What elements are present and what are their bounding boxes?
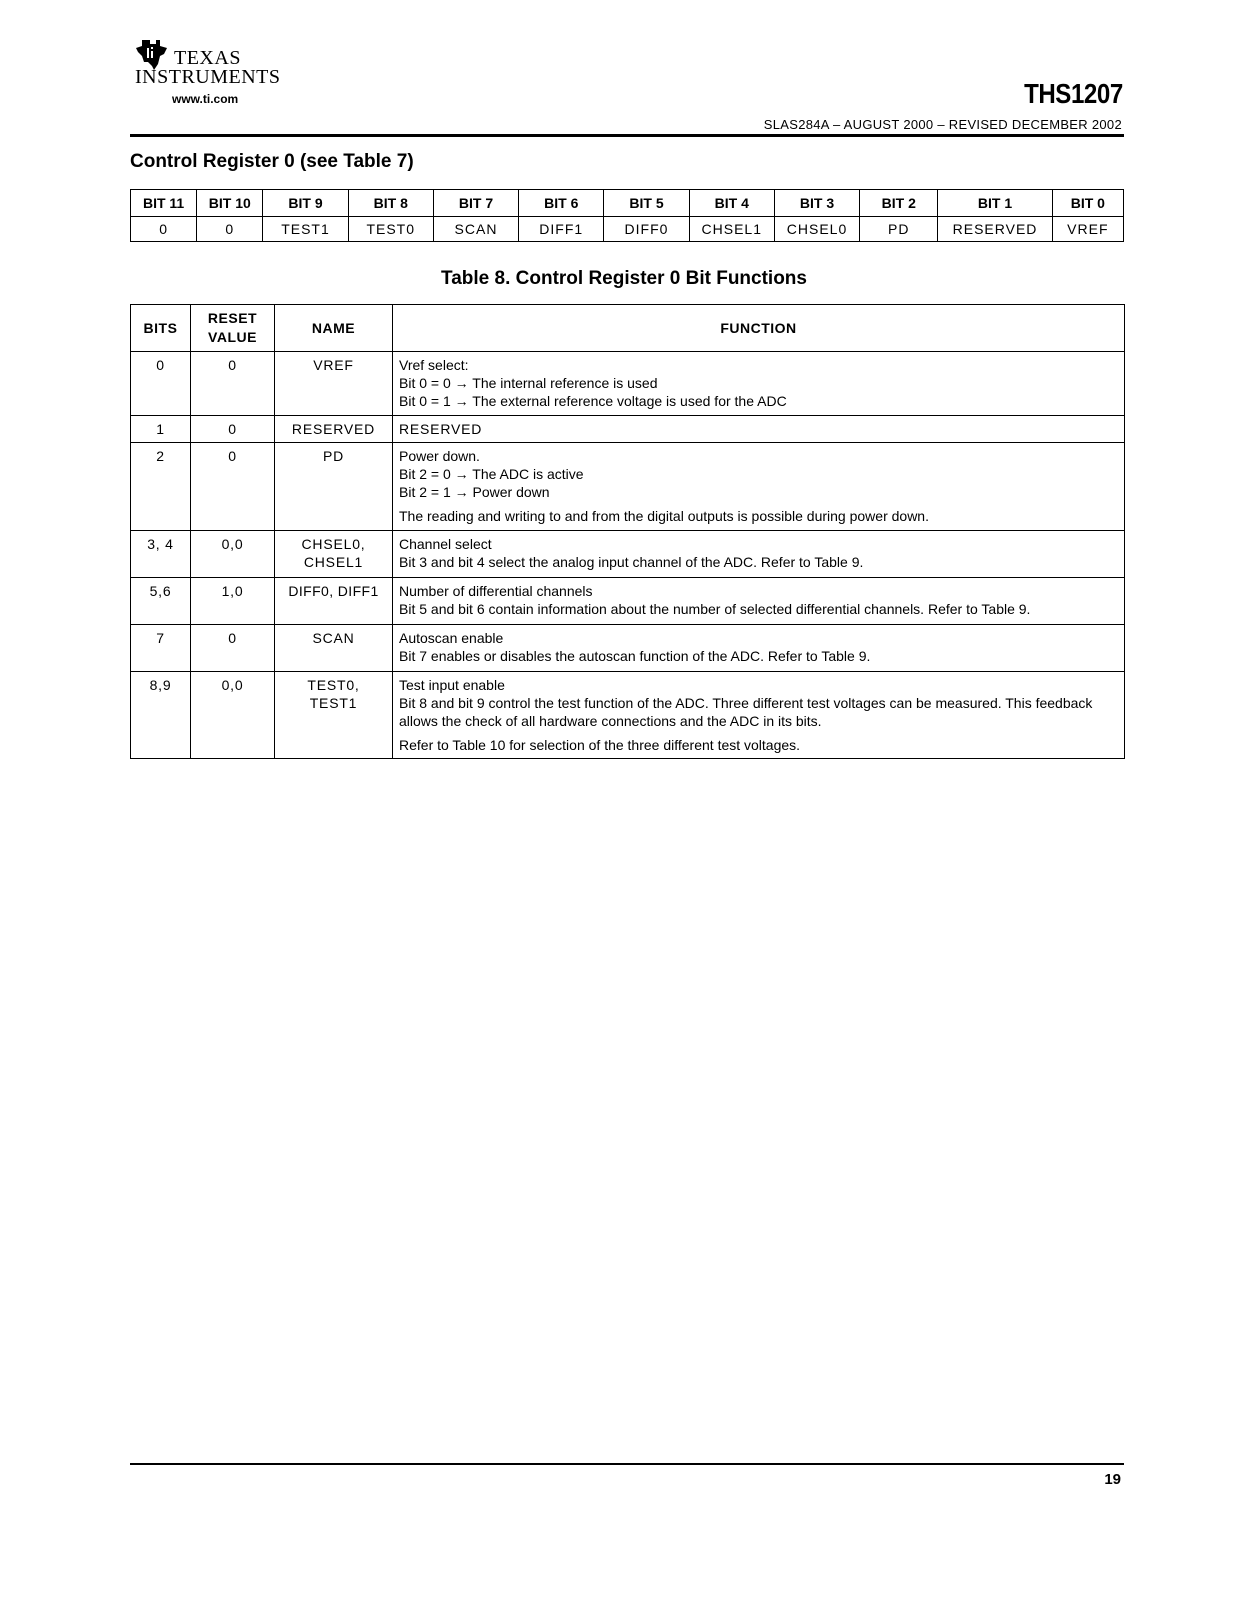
logo-text-texas: TEXAS: [174, 47, 241, 69]
bits-cell: 0: [131, 352, 191, 416]
function-line: Autoscan enable: [399, 630, 504, 646]
function-cell: [393, 672, 1125, 759]
function-line: Bit 5 and bit 6 contain information about the number of selected differential channels. Refer to Table 9.: [399, 601, 1031, 617]
register-value-row: [131, 217, 1124, 242]
register-header-cell: BIT 8: [348, 190, 433, 217]
register-value-cell: PD: [860, 217, 938, 242]
name-cell: VREF: [275, 352, 393, 416]
name-cell: [275, 531, 393, 578]
function-line: Test input enable: [399, 677, 505, 693]
register-value-cell: RESERVED: [938, 217, 1052, 242]
reset-cell: 0: [191, 443, 275, 531]
register-header-cell: BIT 3: [774, 190, 859, 217]
reset-cell: 0,0: [191, 672, 275, 759]
function-cell: [393, 352, 1125, 416]
register-value-cell: TEST0: [348, 217, 433, 242]
name-line: TEST1: [309, 695, 358, 711]
logo-text-instruments: INSTRUMENTS: [135, 66, 281, 88]
function-line: Bit 2 = 0 → The ADC is active: [399, 466, 584, 482]
register-header-row: [131, 190, 1124, 217]
table-row: [131, 352, 1125, 416]
document-revision: SLAS284A – AUGUST 2000 – REVISED DECEMBER 2002: [763, 117, 1122, 132]
register-value-cell: 0: [197, 217, 263, 242]
page-number: 19: [1104, 1471, 1121, 1488]
register-header-cell: BIT 11: [131, 190, 197, 217]
register-value-cell: 0: [131, 217, 197, 242]
register-header-cell: BIT 10: [197, 190, 263, 217]
function-line: Bit 8 and bit 9 control the test function of the ADC. Three different test voltages can be measured. This feedback allows the check of all hardware connections and the ADC in its bits.: [399, 695, 1093, 729]
register-value-cell: CHSEL0: [774, 217, 859, 242]
function-line: Number of differential channels: [399, 583, 593, 599]
table-row: [131, 531, 1125, 578]
register-header-cell: BIT 1: [938, 190, 1052, 217]
name-cell: [275, 672, 393, 759]
bits-cell: 3, 4: [131, 531, 191, 578]
section-title: Control Register 0 (see Table 7): [130, 151, 414, 172]
register-header-cell: BIT 0: [1052, 190, 1123, 217]
function-cell: [393, 443, 1125, 531]
register-bit-table: [130, 189, 1124, 242]
function-line: Vref select:: [399, 357, 469, 373]
function-cell: [393, 531, 1125, 578]
register-header-cell: BIT 2: [860, 190, 938, 217]
bits-cell: 8,9: [131, 672, 191, 759]
function-line: Channel select: [399, 536, 492, 552]
function-cell: [393, 578, 1125, 625]
ti-logo: [134, 38, 284, 108]
function-line: Power down.: [399, 448, 480, 464]
function-line: RESERVED: [399, 421, 483, 437]
bits-cell: 1: [131, 416, 191, 443]
table-header-row: [131, 305, 1125, 352]
function-line: Bit 3 and bit 4 select the analog input channel of the ADC. Refer to Table 9.: [399, 554, 864, 570]
table-row: [131, 443, 1125, 531]
function-line: Bit 0 = 0 → The internal reference is used: [399, 375, 658, 391]
footer-rule: [130, 1463, 1124, 1465]
name-cell: RESERVED: [275, 416, 393, 443]
reset-cell: 1,0: [191, 578, 275, 625]
table-row: [131, 625, 1125, 672]
reset-cell: 0: [191, 352, 275, 416]
register-header-cell: BIT 9: [263, 190, 348, 217]
logo-url[interactable]: www.ti.com: [172, 92, 239, 106]
table-row: [131, 578, 1125, 625]
function-line: Bit 2 = 1 → Power down: [399, 484, 550, 500]
register-value-cell: VREF: [1052, 217, 1123, 242]
register-value-cell: DIFF0: [604, 217, 689, 242]
bit-functions-table: [130, 304, 1125, 759]
bits-cell: 5,6: [131, 578, 191, 625]
name-line: CHSEL0,: [301, 536, 366, 552]
table-row: [131, 416, 1125, 443]
register-header-cell: BIT 6: [519, 190, 604, 217]
function-cell: [393, 416, 1125, 443]
register-value-cell: SCAN: [433, 217, 518, 242]
register-header-cell: BIT 7: [433, 190, 518, 217]
function-line: Bit 0 = 1 → The external reference voltage is used for the ADC: [399, 393, 787, 409]
register-value-cell: TEST1: [263, 217, 348, 242]
table-row: [131, 672, 1125, 759]
register-header-cell: BIT 4: [689, 190, 774, 217]
function-note: Refer to Table 10 for selection of the three different test voltages.: [399, 737, 801, 753]
function-note: The reading and writing to and from the digital outputs is possible during power down.: [399, 508, 929, 524]
header-bits: BITS: [131, 305, 191, 352]
bits-cell: 2: [131, 443, 191, 531]
header-function: FUNCTION: [393, 305, 1125, 352]
table-caption: Table 8. Control Register 0 Bit Functions: [441, 268, 807, 289]
header-reset-value: RESET VALUE: [191, 305, 275, 352]
reset-cell: 0: [191, 416, 275, 443]
header-rule: [130, 134, 1124, 137]
function-line: Bit 7 enables or disables the autoscan function of the ADC. Refer to Table 9.: [399, 648, 871, 664]
name-cell: SCAN: [275, 625, 393, 672]
register-value-cell: DIFF1: [519, 217, 604, 242]
name-cell: DIFF0, DIFF1: [275, 578, 393, 625]
register-header-cell: BIT 5: [604, 190, 689, 217]
name-line: CHSEL1: [303, 554, 364, 570]
document-id: THS1207: [1024, 78, 1123, 109]
function-cell: [393, 625, 1125, 672]
reset-cell: 0,0: [191, 531, 275, 578]
reset-cell: 0: [191, 625, 275, 672]
name-cell: PD: [275, 443, 393, 531]
bits-cell: 7: [131, 625, 191, 672]
register-value-cell: CHSEL1: [689, 217, 774, 242]
name-line: TEST0,: [307, 677, 360, 693]
header-name: NAME: [275, 305, 393, 352]
